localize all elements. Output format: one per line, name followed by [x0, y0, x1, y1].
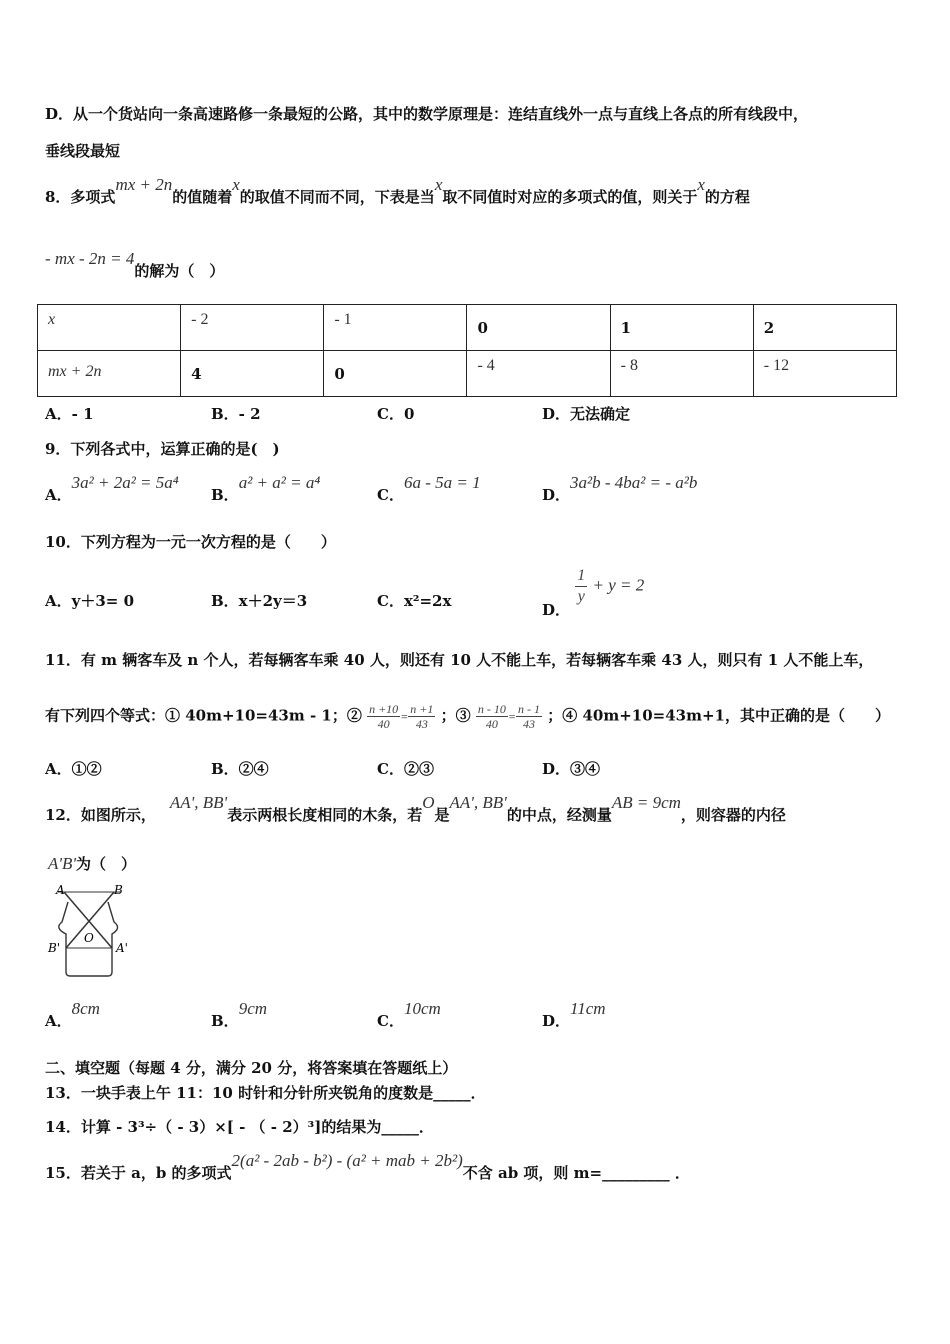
section-2-heading: 二、填空题（每题 4 分，满分 20 分，将答案填在答题纸上）	[45, 1059, 458, 1077]
table-cell: 4	[181, 351, 324, 397]
math: 11cm	[570, 999, 606, 1018]
q11-stem-line2: 有下列四个等式：① 40m+10=43m - 1；② $\frac{n +10}{40}$ = $\frac{n +1}{43}$ ；③ $\frac{n - 10}{40}$ = $\frac{n - 1}{43}$ ；④ 40m+10=43m+1，其中正确的是（ ）	[45, 702, 890, 731]
math: x	[697, 175, 705, 194]
text: 不含 ab 项，则 m=_________ ．	[462, 1164, 690, 1182]
label-b-prime: B'	[48, 941, 61, 955]
table-cell: x	[38, 305, 181, 351]
table-cell: 0	[467, 305, 610, 351]
label: D．	[542, 600, 571, 619]
q11-option-c[interactable]: C．②③	[377, 760, 434, 778]
math: x	[232, 175, 240, 194]
denominator: 43	[523, 717, 535, 731]
label: B．	[211, 1012, 239, 1030]
q15	[45, 1151, 690, 1183]
text: 的解为（ ）	[134, 262, 225, 280]
fraction	[476, 702, 508, 731]
table-row	[38, 351, 897, 397]
denominator: 40	[485, 717, 498, 731]
label-o: O	[84, 931, 94, 945]
table-row	[38, 305, 897, 351]
text: 取不同值时对应的多项式的值，则关于	[442, 188, 698, 206]
q9-stem: 9．下列各式中，运算正确的是( )	[45, 440, 280, 458]
q8-option-c[interactable]: C．0	[377, 405, 415, 423]
q12-figure-container	[46, 882, 136, 978]
math: AA', BB'	[169, 793, 228, 812]
table-cell: 0	[324, 351, 467, 397]
q10-option-a[interactable]: A．y＋3= 0	[45, 592, 135, 610]
table-cell: - 8	[610, 351, 753, 397]
math: AB = 9cm	[611, 793, 681, 812]
q12-stem	[45, 793, 786, 825]
math: 3a² + 2a² = 5a⁴	[71, 473, 179, 492]
table-cell: - 4	[467, 351, 610, 397]
math: 2(a² - 2ab - b²) - (a² + mab + 2b²)	[231, 1151, 463, 1170]
q9-option-a[interactable]	[45, 473, 179, 505]
q11-option-b[interactable]: B．②④	[211, 760, 269, 778]
q9-option-c[interactable]	[377, 473, 481, 505]
math: 9cm	[238, 999, 268, 1018]
denominator: 40	[377, 717, 390, 731]
q12-stem-line2	[48, 853, 136, 874]
text: 的值随着	[172, 188, 233, 206]
text: 为（ ）	[76, 855, 137, 873]
q8-option-b[interactable]: B．- 2	[211, 405, 261, 423]
math: A'B'	[48, 854, 77, 873]
fraction	[367, 702, 400, 731]
label: C．	[377, 486, 404, 504]
table-cell: - 1	[324, 305, 467, 351]
fraction	[575, 566, 587, 607]
math: O	[422, 793, 435, 812]
text: 的取值不同而不同，下表是当	[239, 188, 435, 206]
table-cell: - 2	[181, 305, 324, 351]
q10-stem: 10．下列方程为一元一次方程的是（ ）	[45, 533, 336, 551]
math: a² + a² = a⁴	[238, 473, 321, 492]
q10-option-b[interactable]: B．x＋2y＝3	[211, 592, 308, 610]
math: 3a²b - 4ba² = - a²b	[570, 473, 698, 492]
q12-option-a[interactable]	[45, 999, 100, 1031]
q8-option-d[interactable]: D．无法确定	[542, 405, 631, 423]
text: 8．多项式	[45, 188, 116, 206]
table-cell: 1	[610, 305, 753, 351]
text: 的方程	[704, 188, 750, 206]
q7-option-d-line1: D．从一个货站向一条高速路修一条最短的公路，其中的数学原理是：连结直线外一点与直线上各点的所有线段中，	[45, 105, 809, 123]
q9-option-d[interactable]	[542, 473, 698, 505]
q12-option-d[interactable]	[542, 999, 606, 1031]
math: AA', BB'	[449, 793, 507, 812]
math: mx + 2n	[115, 175, 173, 194]
label-b: B	[114, 883, 123, 897]
q12-option-c[interactable]	[377, 999, 441, 1031]
numerator: n - 1	[518, 702, 540, 716]
label: D．	[542, 486, 571, 504]
q8-stem	[45, 175, 750, 207]
label-a-prime: A'	[116, 941, 128, 955]
q11-option-a[interactable]: A．①②	[45, 760, 102, 778]
denominator: y	[577, 588, 585, 605]
table-cell: - 12	[753, 351, 896, 397]
text: ，则容器的内径	[680, 806, 786, 824]
q10-option-c[interactable]: C．x²=2x	[377, 592, 452, 610]
label: C．	[377, 1012, 404, 1030]
numerator: n +10	[369, 702, 399, 716]
q11-stem-line1: 11．有 m 辆客车及 n 个人，若每辆客车乘 40 人，则还有 10 人不能上车，若每辆客车乘 43 人，则只有 1 人不能上车，	[45, 651, 874, 669]
q10-option-d[interactable]	[542, 566, 645, 619]
label-a: A	[56, 883, 65, 897]
math: + y = 2	[592, 575, 645, 595]
math: 10cm	[403, 999, 441, 1018]
q7-option-d-line2: 垂线段最短	[45, 142, 121, 160]
numerator: 1	[575, 566, 587, 587]
math: x	[434, 175, 443, 194]
denominator: 43	[415, 717, 428, 731]
numerator: n +1	[410, 702, 434, 716]
text: 有下列四个等式：① 40m+10=43m - 1；②	[45, 706, 362, 725]
text: 的中点，经测量	[506, 806, 612, 824]
q8-table	[37, 304, 897, 397]
math: - mx - 2n = 4	[45, 249, 135, 268]
text: 15．若关于 a，b 的多项式	[45, 1164, 232, 1182]
text: 表示两根长度相同的木条，若	[227, 806, 423, 824]
math: 6a - 5a = 1	[403, 473, 481, 492]
text: 是	[434, 806, 450, 824]
math: 8cm	[71, 999, 100, 1018]
q13: 13．一块手表上午 11：10 时针和分针所夹锐角的度数是_____．	[45, 1084, 486, 1102]
table-cell: 2	[753, 305, 896, 351]
q9-option-b[interactable]	[211, 473, 321, 505]
q11-option-d[interactable]: D．③④	[542, 760, 601, 778]
label: A．	[45, 1012, 72, 1030]
fraction	[408, 702, 435, 731]
numerator: n - 10	[477, 702, 506, 716]
q12-option-b[interactable]	[211, 999, 268, 1031]
label: A．	[45, 486, 72, 504]
text: ；③	[440, 706, 471, 725]
text: ；④ 40m+10=43m+1，其中正确的是（ ）	[547, 706, 890, 725]
q8-equation	[45, 249, 225, 281]
text: 12．如图所示，	[45, 806, 156, 824]
q14: 14．计算 - 3³÷（ - 3）×[ - （ - 2）³]的结果为_____．	[45, 1118, 434, 1136]
q8-option-a[interactable]: A．- 1	[45, 405, 94, 423]
fraction	[516, 702, 542, 731]
label: D．	[542, 1012, 571, 1030]
table-cell: mx + 2n	[38, 351, 181, 397]
label: B．	[211, 486, 239, 504]
